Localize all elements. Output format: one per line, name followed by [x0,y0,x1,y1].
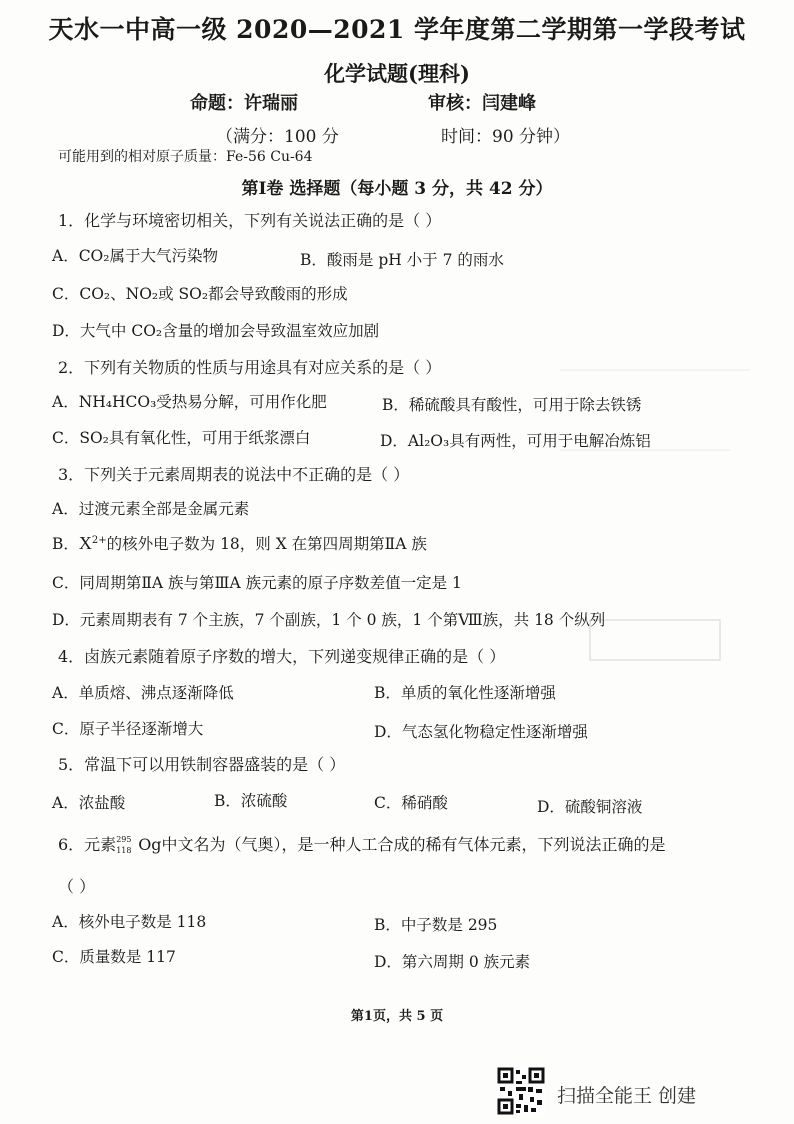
q2-option-c: C．SO₂具有氧化性，可用于纸浆漂白 [52,429,311,447]
author: 命题：许瑞丽 [190,93,298,114]
q4-stem: 4．卤族元素随着原子序数的增大，下列递变规律正确的是（ ） [58,647,506,666]
q3-option-d: D．元素周期表有 7 个主族，7 个副族，1 个 0 族，1 个第Ⅷ族，共 18 个纵列 [52,611,606,629]
q6-nuclide-notation [116,834,138,855]
q6-option-a: A．核外电子数是 118 [52,913,207,931]
q4-option-a: A．单质熔、沸点逐渐降低 [52,684,234,702]
reviewer: 审核：闫建峰 [428,93,536,114]
q1-option-d: D．大气中 CO₂含量的增加会导致温室效应加剧 [52,322,380,340]
q1-option-b: B．酸雨是 pH 小于 7 的雨水 [300,251,504,269]
faint-box [590,620,720,660]
q5-stem: 5．常温下可以用铁制容器盛装的是（ ） [58,755,346,774]
q4-option-b: B．单质的氧化性逐渐增强 [374,684,556,702]
q3-option-b [52,532,427,554]
q3-option-c: C．同周期第ⅡA 族与第ⅢA 族元素的原子序数差值一定是 1 [52,574,462,592]
q5-option-d: D．硫酸铜溶液 [537,798,643,816]
q3-option-b-text: 的核外电子数为 18，则 X 在第四周期第ⅡA 族 [106,535,427,553]
q4-option-d: D．气态氢化物稳定性逐渐增强 [374,723,588,741]
exam-time: 时间：90 分钟） [441,127,571,147]
q1-option-c: C．CO₂、NO₂或 SO₂都会导致酸雨的形成 [52,285,348,303]
q4-option-c: C．原子半径逐渐增大 [52,720,204,738]
q3-ion-symbol: X [78,533,92,553]
page-footer: 第1页，共 5 页 [350,1009,444,1024]
q6-option-c: C．质量数是 117 [52,948,176,966]
q3-option-b-label: B． [52,535,79,553]
bleed-through-decoration [560,250,760,670]
full-score: （满分：100 分 [216,127,339,147]
q6-stem-suffix: 中文名为（气奥），是一种人工合成的稀有气体元素，下列说法正确的是 [161,835,666,854]
q6-stem [58,832,666,855]
q1-stem: 1．化学与环境密切相关，下列有关说法正确的是（ ） [58,211,442,230]
exam-title: 天水一中高一级 2020—2021 学年度第二学期第一学段考试 [48,15,746,44]
q2-stem: 2．下列有关物质的性质与用途具有对应关系的是（ ） [58,358,442,377]
q6-atomic-number: 118 [116,845,132,855]
q5-option-c: C．稀硝酸 [374,794,448,812]
q2-option-d: D．Al₂O₃具有两性，可用于电解冶炼铝 [380,432,651,450]
q3-option-a: A．过渡元素全部是金属元素 [52,500,250,518]
exam-subtitle: 化学试题(理科) [324,61,470,86]
q5-option-b: B．浓硫酸 [214,792,288,810]
q3-ion-charge: 2+ [91,534,107,546]
q6-element-symbol: Og [138,835,162,854]
q3-stem: 3．下列关于元素周期表的说法中不正确的是（ ） [58,465,410,484]
q6-option-b: B．中子数是 295 [374,916,498,934]
q6-stem-tail: （ ） [58,877,96,896]
q6-option-d: D．第六周期 0 族元素 [374,953,531,971]
scanner-watermark: 扫描全能王 创建 [557,1085,697,1107]
qr-code-graphic [497,1067,545,1115]
q6-mass-number: 295 [116,834,132,844]
section-title: 第Ⅰ卷 选择题（每小题 3 分，共 42 分） [241,179,553,199]
atomic-masses: 可能用到的相对原子质量：Fe-56 Cu-64 [58,149,313,165]
q5-option-a: A．浓盐酸 [52,794,126,812]
bleed-through-shapes [560,250,760,670]
qr-code-icon [497,1067,545,1115]
q6-stem-prefix: 6．元素 [58,835,117,854]
q2-option-a: A．NH₄HCO₃受热易分解，可用作化肥 [52,393,327,411]
q2-option-b: B．稀硫酸具有酸性，可用于除去铁锈 [382,396,642,414]
q1-option-a: A．CO₂属于大气污染物 [52,247,218,265]
